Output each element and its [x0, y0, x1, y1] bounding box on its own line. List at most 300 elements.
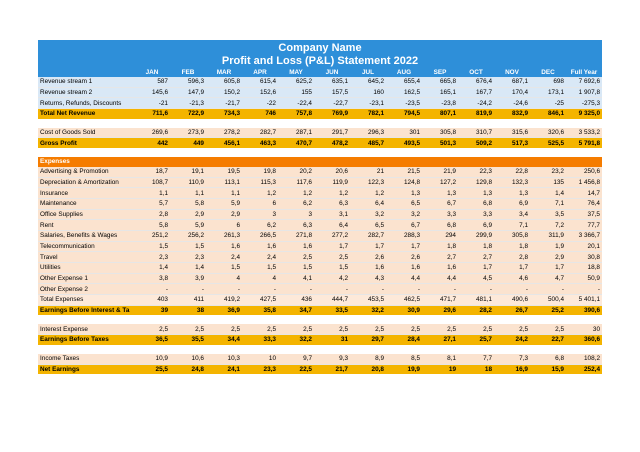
row-value: 117,6 [278, 177, 314, 188]
row-value: 3 [278, 209, 314, 220]
row-value: 2,8 [494, 252, 530, 263]
row-label: Utilities [38, 263, 134, 274]
row-value: 24,1 [206, 364, 242, 374]
row-value: 6,4 [314, 220, 350, 231]
row-label: Revenue stream 2 [38, 87, 134, 98]
row-value: 29,6 [422, 305, 458, 315]
row-label: Maintenance [38, 198, 134, 209]
row-value: 150,2 [206, 87, 242, 98]
row-value: 1,7 [530, 263, 566, 274]
row-value: 501,3 [422, 138, 458, 148]
row-value: -21 [134, 98, 170, 109]
row-value: 18,7 [134, 167, 170, 177]
row-value: -22,4 [278, 98, 314, 109]
row-value: 3,1 [314, 209, 350, 220]
row-value: 605,8 [206, 77, 242, 87]
row-value: 1,5 [170, 241, 206, 252]
row-value: 20,6 [314, 167, 350, 177]
row-value: 1,5 [206, 263, 242, 274]
empty-cell [422, 315, 458, 324]
expense-row [38, 220, 602, 231]
empty-cell [314, 315, 350, 324]
row-value: -23,5 [386, 98, 422, 109]
title-band [38, 40, 602, 68]
empty-cell [530, 157, 566, 167]
row-value: 20,8 [350, 364, 386, 374]
row-value: 26,7 [494, 305, 530, 315]
column-header: SEP [422, 68, 458, 77]
row-value: 1,8 [458, 241, 494, 252]
row-value: 711,6 [134, 109, 170, 119]
empty-cell [278, 119, 314, 128]
row-value: 30 [566, 324, 602, 334]
row-value: 478,2 [314, 138, 350, 148]
row-value: 251,2 [134, 230, 170, 241]
empty-cell [566, 119, 602, 128]
row-value: 2,6 [350, 252, 386, 263]
empty-cell [134, 315, 170, 324]
empty-cell [38, 119, 134, 128]
row-value: 167,7 [458, 87, 494, 98]
empty-cell [242, 315, 278, 324]
row-value: 6,4 [350, 198, 386, 209]
row-value: 2,5 [206, 324, 242, 334]
row-value: - [242, 284, 278, 295]
row-value: 6,2 [278, 198, 314, 209]
row-value: 1,3 [386, 188, 422, 199]
row-value: 470,7 [278, 138, 314, 148]
column-header: OCT [458, 68, 494, 77]
row-value: 444,7 [314, 295, 350, 306]
empty-cell [242, 345, 278, 354]
expense-row [38, 198, 602, 209]
row-value: 2,6 [386, 252, 422, 263]
row-value: 463,3 [242, 138, 278, 148]
row-value: 403 [134, 295, 170, 306]
gross-profit-row [38, 138, 602, 148]
empty-cell [422, 119, 458, 128]
empty-cell [206, 345, 242, 354]
row-value: 746 [242, 109, 278, 119]
row-value: 7,1 [530, 198, 566, 209]
row-value: 6,5 [350, 220, 386, 231]
expense-row [38, 167, 602, 177]
row-value: 3,9 [170, 273, 206, 284]
row-value: 273,9 [170, 128, 206, 138]
row-value: 2,7 [422, 252, 458, 263]
empty-cell [386, 315, 422, 324]
row-value: 807,1 [422, 109, 458, 119]
expense-row [38, 177, 602, 188]
empty-cell [458, 345, 494, 354]
row-value: 360,6 [566, 335, 602, 345]
row-value: 10 [242, 354, 278, 364]
row-value: 456,1 [206, 138, 242, 148]
row-value: 1,3 [422, 188, 458, 199]
row-value: 18,8 [566, 263, 602, 274]
row-value: 4,2 [314, 273, 350, 284]
row-value: 1,2 [350, 188, 386, 199]
row-value: 77,7 [566, 220, 602, 231]
row-value: 3,3 [422, 209, 458, 220]
row-value: 625,2 [278, 77, 314, 87]
spacer-row [38, 315, 602, 324]
row-value: 269,6 [134, 128, 170, 138]
row-value: 769,9 [314, 109, 350, 119]
empty-cell [422, 345, 458, 354]
row-value: 15,9 [530, 364, 566, 374]
row-value: 173,1 [530, 87, 566, 98]
empty-cell [242, 119, 278, 128]
row-value: 4 [206, 273, 242, 284]
row-value: 37,5 [566, 209, 602, 220]
row-value: 33,5 [314, 305, 350, 315]
row-value: 27,1 [422, 335, 458, 345]
column-header: MAY [278, 68, 314, 77]
empty-cell [350, 157, 386, 167]
row-label: Earnings Before Taxes [38, 335, 134, 345]
empty-cell [530, 315, 566, 324]
row-value: 115,3 [242, 177, 278, 188]
row-value: -25 [530, 98, 566, 109]
row-value: 1,6 [386, 263, 422, 274]
row-label: Total Net Revenue [38, 109, 134, 119]
row-value: 19 [422, 364, 458, 374]
column-header: JUN [314, 68, 350, 77]
row-value: 50,9 [566, 273, 602, 284]
row-value: 1,1 [134, 188, 170, 199]
row-value: 509,2 [458, 138, 494, 148]
empty-cell [170, 148, 206, 157]
row-value: 2,5 [386, 324, 422, 334]
row-value: 147,9 [170, 87, 206, 98]
row-label: Income Taxes [38, 354, 134, 364]
row-value: 271,8 [278, 230, 314, 241]
empty-cell [38, 345, 134, 354]
row-value: 1,2 [314, 188, 350, 199]
row-value: 6,7 [386, 220, 422, 231]
empty-cell [494, 148, 530, 157]
row-value: 18 [458, 364, 494, 374]
row-value: 7 692,6 [566, 77, 602, 87]
row-label: Net Earnings [38, 364, 134, 374]
expense-row [38, 188, 602, 199]
row-value: 1,5 [314, 263, 350, 274]
row-value: 21,9 [422, 167, 458, 177]
row-value: 655,4 [386, 77, 422, 87]
row-value: 108,7 [134, 177, 170, 188]
row-value: - [422, 284, 458, 295]
row-value: 2,9 [206, 209, 242, 220]
row-value: 305,8 [494, 230, 530, 241]
row-value: 794,5 [386, 109, 422, 119]
row-value: 170,4 [494, 87, 530, 98]
row-value: 110,9 [170, 177, 206, 188]
row-value: 6,8 [458, 198, 494, 209]
row-value: 32,2 [278, 335, 314, 345]
row-value: 266,5 [242, 230, 278, 241]
row-value: 19,9 [386, 364, 422, 374]
spacer-row [38, 345, 602, 354]
row-value: 320,6 [530, 128, 566, 138]
row-value: - [566, 284, 602, 295]
row-value: 31 [314, 335, 350, 345]
row-value: 108,2 [566, 354, 602, 364]
row-value: 3 [242, 209, 278, 220]
empty-cell [134, 148, 170, 157]
row-value: 5,9 [206, 198, 242, 209]
ebit-row [38, 305, 602, 315]
row-value: 76,4 [566, 198, 602, 209]
row-value: 28,2 [458, 305, 494, 315]
row-value: 453,5 [350, 295, 386, 306]
row-value: - [170, 284, 206, 295]
expenses-header: Expenses [38, 157, 134, 167]
row-value: 390,6 [566, 305, 602, 315]
empty-cell [422, 157, 458, 167]
row-value: 2,7 [458, 252, 494, 263]
row-value: 311,9 [530, 230, 566, 241]
empty-cell [494, 119, 530, 128]
row-value: 2,4 [242, 252, 278, 263]
row-label: Telecommunication [38, 241, 134, 252]
row-value: 4,6 [494, 273, 530, 284]
row-value: 291,7 [314, 128, 350, 138]
empty-cell [134, 157, 170, 167]
row-value: 587 [134, 77, 170, 87]
row-value: 442 [134, 138, 170, 148]
row-value: 20,1 [566, 241, 602, 252]
row-value: 9 325,0 [566, 109, 602, 119]
income-taxes-row [38, 354, 602, 364]
row-value: 3,5 [530, 209, 566, 220]
row-value: 2,5 [314, 252, 350, 263]
row-value: 6,9 [458, 220, 494, 231]
row-value: 665,8 [422, 77, 458, 87]
row-value: 28,4 [386, 335, 422, 345]
row-value: 8,1 [422, 354, 458, 364]
row-value: - [386, 284, 422, 295]
spacer-row [38, 148, 602, 157]
row-value: 2,5 [494, 324, 530, 334]
row-value: 1,6 [206, 241, 242, 252]
row-value: 3,2 [386, 209, 422, 220]
row-label: Gross Profit [38, 138, 134, 148]
row-value: 34,7 [278, 305, 314, 315]
row-value: - [458, 284, 494, 295]
empty-cell [386, 345, 422, 354]
row-value: 32,2 [350, 305, 386, 315]
row-value: 2,3 [134, 252, 170, 263]
column-header: JUL [350, 68, 386, 77]
column-header: MAR [206, 68, 242, 77]
row-value: 645,2 [350, 77, 386, 87]
expense-row [38, 230, 602, 241]
column-header: DEC [530, 68, 566, 77]
row-value: 6,7 [422, 198, 458, 209]
row-value: - [494, 284, 530, 295]
row-value: 315,6 [494, 128, 530, 138]
row-value: 305,8 [422, 128, 458, 138]
pl-table [38, 68, 602, 374]
empty-cell [494, 157, 530, 167]
row-value: 832,9 [494, 109, 530, 119]
row-value: -22 [242, 98, 278, 109]
row-value: 288,3 [386, 230, 422, 241]
row-value: 1,1 [170, 188, 206, 199]
expenses-header-row [38, 157, 602, 167]
row-value: 7,2 [530, 220, 566, 231]
row-value: 6 [206, 220, 242, 231]
row-value: 698 [530, 77, 566, 87]
row-value: 485,7 [350, 138, 386, 148]
row-value: 20,2 [278, 167, 314, 177]
row-value: 419,2 [206, 295, 242, 306]
empty-cell [566, 157, 602, 167]
row-value: 1,8 [494, 241, 530, 252]
row-value: 36,9 [206, 305, 242, 315]
empty-cell [350, 345, 386, 354]
interest-expense-row [38, 324, 602, 334]
row-value: 21 [350, 167, 386, 177]
row-value: 30,9 [386, 305, 422, 315]
spacer-row [38, 119, 602, 128]
row-value: 35,8 [242, 305, 278, 315]
row-value: 734,3 [206, 109, 242, 119]
empty-cell [134, 345, 170, 354]
row-value: 34,4 [206, 335, 242, 345]
row-value: 1,7 [494, 263, 530, 274]
empty-cell [242, 157, 278, 167]
row-value: 24,8 [170, 364, 206, 374]
statement-title: Profit and Loss (P&L) Statement 2022 [221, 55, 419, 67]
row-value: 301 [386, 128, 422, 138]
row-value: -24,6 [494, 98, 530, 109]
empty-cell [458, 148, 494, 157]
empty-cell [170, 345, 206, 354]
row-value: 132,3 [494, 177, 530, 188]
row-value: 1,2 [278, 188, 314, 199]
row-label: Cost of Goods Sold [38, 128, 134, 138]
column-header-row [38, 68, 602, 77]
row-value: - [278, 284, 314, 295]
row-value: 2,5 [242, 324, 278, 334]
row-value: 3,8 [134, 273, 170, 284]
row-label: Total Expenses [38, 295, 134, 306]
row-value: 1 456,8 [566, 177, 602, 188]
row-value: 294 [422, 230, 458, 241]
row-value: 2,9 [530, 252, 566, 263]
row-value: 3,2 [350, 209, 386, 220]
row-value: 22,8 [494, 167, 530, 177]
cogs-row [38, 128, 602, 138]
row-value: 22,5 [278, 364, 314, 374]
row-value: 165,1 [422, 87, 458, 98]
row-value: 2,5 [422, 324, 458, 334]
row-value: 2,9 [170, 209, 206, 220]
row-value: 6,2 [242, 220, 278, 231]
row-value: 1,4 [134, 263, 170, 274]
row-value: 6,3 [314, 198, 350, 209]
pl-statement-sheet [38, 40, 602, 374]
empty-cell [170, 315, 206, 324]
empty-cell [206, 157, 242, 167]
row-value: 35,5 [170, 335, 206, 345]
row-value: 782,1 [350, 109, 386, 119]
row-value: 10,6 [170, 354, 206, 364]
row-value: 846,1 [530, 109, 566, 119]
row-value: 22,7 [530, 335, 566, 345]
row-value: 471,7 [422, 295, 458, 306]
row-value: 490,6 [494, 295, 530, 306]
empty-cell [494, 345, 530, 354]
row-value: 155 [278, 87, 314, 98]
row-value: 7,3 [494, 354, 530, 364]
column-header: NOV [494, 68, 530, 77]
row-value: 2,4 [206, 252, 242, 263]
row-label: Revenue stream 1 [38, 77, 134, 87]
row-value: 2,5 [530, 324, 566, 334]
row-label: Office Supplies [38, 209, 134, 220]
row-value: 449 [170, 138, 206, 148]
expense-row [38, 284, 602, 295]
row-value: 282,7 [242, 128, 278, 138]
row-value: 10,9 [134, 354, 170, 364]
row-value: 250,6 [566, 167, 602, 177]
row-value: 5,8 [170, 198, 206, 209]
expense-row [38, 241, 602, 252]
empty-cell [206, 315, 242, 324]
row-value: 36,5 [134, 335, 170, 345]
empty-cell [206, 148, 242, 157]
row-value: 2,8 [134, 209, 170, 220]
row-value: 517,3 [494, 138, 530, 148]
row-label: Advertising & Promotion [38, 167, 134, 177]
row-value: 4,5 [458, 273, 494, 284]
row-value: -23,1 [350, 98, 386, 109]
row-value: 8,9 [350, 354, 386, 364]
empty-cell [458, 119, 494, 128]
row-value: 3,3 [458, 209, 494, 220]
row-value: 9,7 [278, 354, 314, 364]
net-earnings-row [38, 364, 602, 374]
row-value: 4,1 [278, 273, 314, 284]
row-value: 5,9 [170, 220, 206, 231]
column-header: APR [242, 68, 278, 77]
row-value: 500,4 [530, 295, 566, 306]
row-value: 261,3 [206, 230, 242, 241]
row-label: Depreciation & Amortization [38, 177, 134, 188]
row-value: 299,9 [458, 230, 494, 241]
row-value: 119,9 [314, 177, 350, 188]
row-value: -21,7 [206, 98, 242, 109]
row-value: 9,3 [314, 354, 350, 364]
row-value: 23,3 [242, 364, 278, 374]
row-value: 277,2 [314, 230, 350, 241]
row-value: 113,1 [206, 177, 242, 188]
empty-cell [314, 148, 350, 157]
row-value: 1,4 [530, 188, 566, 199]
row-value: 1,7 [458, 263, 494, 274]
row-value: 6,5 [386, 198, 422, 209]
row-value: - [314, 284, 350, 295]
empty-cell [386, 119, 422, 128]
row-value: 4,3 [350, 273, 386, 284]
row-value: 493,5 [386, 138, 422, 148]
empty-cell [278, 148, 314, 157]
expense-row [38, 252, 602, 263]
empty-cell [422, 148, 458, 157]
